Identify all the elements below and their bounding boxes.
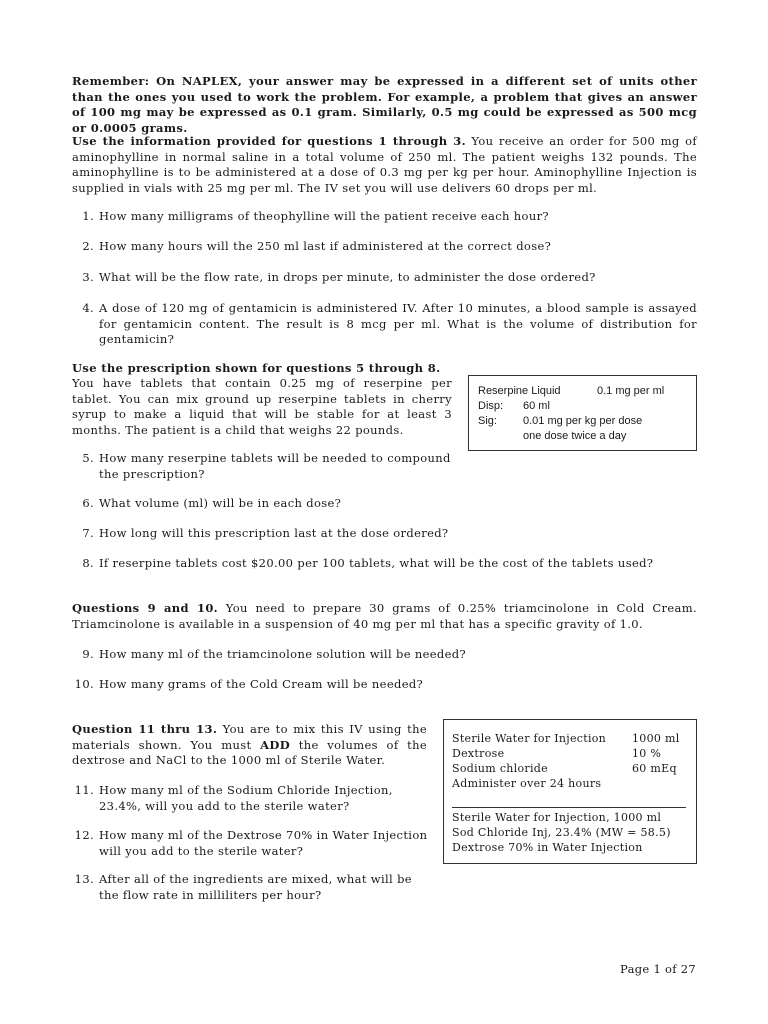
question-number: 6. [82, 496, 94, 510]
question-text: How many ml of the Dextrose 70% in Water Injection will you add to the sterile water? [99, 828, 428, 858]
question-number: 7. [82, 526, 94, 540]
iv-order-box [443, 719, 697, 864]
question-8 [72, 556, 697, 572]
question-5 [72, 451, 457, 482]
rx-drug: Reserpine Liquid [478, 385, 561, 397]
remember-note: Remember: On NAPLEX, your answer may be expressed in a different set of units other than the ones you used to work the problem. For example, a problem that gives an answer of 100 mg may be expressed as 0.1 gram. Similarly, 0.5 mg could be expressed as 500 mcg or 0.0005 grams. [72, 74, 697, 135]
iv-material: Dextrose 70% in Water Injection [452, 841, 643, 854]
iv-admin-note: Administer over 24 hours [452, 777, 602, 790]
section1-lead: Use the information provided for questions 1 through 3. [72, 134, 466, 148]
question-number: 12. [74, 828, 94, 842]
question-text: After all of the ingredients are mixed, what will be the flow rate in milliliters per hour? [99, 872, 412, 902]
section1-body: You receive an order for 500 mg of aminophylline in normal saline in a total volume of 250 ml. The patient weighs 132 pounds. The aminophylline is to be administered at a dose of 0.3 mg per kg per hour. Aminophylline Injection is supplied in vials with 25 mg per ml. The IV set you will use delivers 60 drops per ml. [72, 134, 697, 195]
section2-lead: Use the prescription shown for questions 5 through 8. [72, 361, 441, 375]
question-text: How many ml of the Sodium Chloride Injection, 23.4%, will you add to the sterile water? [99, 783, 393, 813]
section2-body: You have tablets that contain 0.25 mg of reserpine per tablet. You can mix ground up reserpine tablets in cherry syrup to make a liquid that will be stable for at least 3 months. The patient is a child that weighs 22 pounds. [72, 376, 452, 437]
question-number: 2. [82, 239, 94, 253]
page-number: Page 1 of 27 [620, 962, 696, 976]
question-number: 10. [74, 677, 94, 691]
rx-disp-value: 60 ml [523, 400, 550, 412]
section4-lead: Question 11 thru 13. [72, 722, 218, 736]
question-number: 13. [74, 872, 94, 886]
question-number: 5. [82, 451, 94, 465]
rx-sig-line1: 0.01 mg per kg per dose [523, 415, 643, 427]
question-text: How many reserpine tablets will be needed to compound the prescription? [99, 451, 451, 481]
iv-material: Sterile Water for Injection, 1000 ml [452, 811, 662, 824]
question-11 [72, 783, 432, 814]
question-text: How long will this prescription last at the dose ordered? [99, 526, 449, 540]
question-text: A dose of 120 mg of gentamicin is administered IV. After 10 minutes, a blood sample is assayed for gentamicin content. The result is 8 mcg per ml. What is the volume of distribution for gentamicin? [99, 301, 697, 346]
question-text: If reserpine tablets cost $20.00 per 100 tablets, what will be the cost of the tablets used? [99, 556, 654, 570]
section4-body-b: the volumes of the dextrose and NaCl to the 1000 ml of Sterile Water. [72, 737, 427, 767]
question-number: 9. [82, 647, 94, 661]
section4-intro [72, 722, 427, 769]
iv-row-value: 1000 ml [632, 732, 680, 745]
question-13 [72, 872, 432, 903]
question-text: How many milligrams of theophylline will the patient receive each hour? [99, 209, 549, 223]
section4-body-a: You are to mix this IV using the materials shown. You must [72, 722, 427, 752]
iv-material: Sod Chloride Inj, 23.4% (MW = 58.5) [452, 826, 671, 839]
iv-row-label: Sodium chloride [452, 762, 548, 775]
question-text: What will be the flow rate, in drops per minute, to administer the dose ordered? [99, 270, 596, 284]
question-4 [72, 301, 697, 348]
question-7 [72, 526, 697, 542]
question-text: How many ml of the triamcinolone solution will be needed? [99, 647, 467, 661]
question-12 [72, 828, 432, 859]
question-9 [72, 647, 697, 663]
question-6 [72, 496, 697, 512]
rx-sig-line2: one dose twice a day [523, 430, 627, 442]
question-3 [72, 270, 697, 286]
iv-row-label: Sterile Water for Injection [452, 732, 607, 745]
section3-intro [72, 601, 697, 632]
iv-row-value: 60 mEq [632, 762, 677, 775]
question-number: 3. [82, 270, 94, 284]
rx-strength: 0.1 mg per ml [597, 385, 665, 397]
section4-add: ADD [260, 737, 291, 752]
rx-sig-label: Sig: [478, 415, 497, 427]
section3-lead: Questions 9 and 10. [72, 601, 219, 615]
section3-body: You need to prepare 30 grams of 0.25% triamcinolone in Cold Cream. Triamcinolone is available in a suspension of 40 mg per ml that has a specific gravity of 1.0. [72, 601, 697, 631]
question-text: What volume (ml) will be in each dose? [99, 496, 342, 510]
rx-disp-label: Disp: [478, 400, 504, 412]
question-text: How many grams of the Cold Cream will be needed? [99, 677, 424, 691]
iv-divider [452, 807, 686, 808]
question-text: How many hours will the 250 ml last if administered at the correct dose? [99, 239, 552, 253]
question-10 [72, 677, 697, 693]
iv-row-label: Dextrose [452, 747, 505, 760]
question-number: 1. [82, 209, 94, 223]
question-number: 4. [82, 301, 94, 315]
iv-row-value: 10 % [632, 747, 662, 760]
question-1 [72, 209, 697, 225]
section1-intro [72, 134, 697, 196]
question-number: 8. [82, 556, 94, 570]
question-2 [72, 239, 697, 255]
question-number: 11. [74, 783, 94, 797]
prescription-box [468, 375, 697, 451]
